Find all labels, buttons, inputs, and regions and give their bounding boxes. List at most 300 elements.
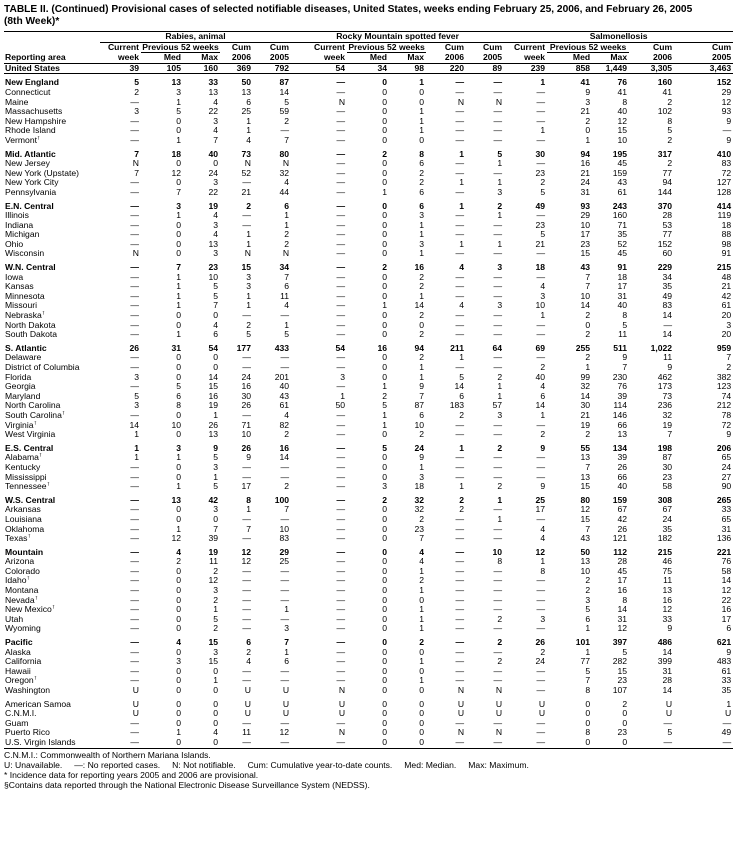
table-row — [4, 169, 733, 179]
value-cell: 0 — [347, 738, 389, 748]
reporting-area-cell: Idaho† — [5, 576, 30, 586]
value-cell: — — [130, 638, 139, 648]
value-cell: 22 — [208, 187, 218, 197]
reporting-area-cell: Iowa — [5, 272, 24, 282]
value-cell: — — [242, 666, 251, 676]
value-cell: 12 — [171, 534, 181, 544]
value-cell: 49 — [535, 201, 546, 211]
footnote-provisional: * Incidence data for reporting years 2005 and 2006 are provisional. — [4, 769, 259, 780]
value-cell: 2 — [585, 116, 591, 126]
value-cell: 0 — [382, 728, 388, 738]
value-cell: — — [455, 524, 465, 534]
value-cell: 9 — [540, 443, 546, 453]
value-cell: 80 — [279, 149, 290, 159]
value-cell: — — [336, 614, 346, 624]
value-cell: 4 — [419, 557, 425, 567]
value-cell: 3 — [176, 443, 181, 453]
value-cell: — — [493, 168, 503, 178]
value-cell: 0 — [592, 738, 629, 748]
value-cell: 3 — [134, 107, 139, 117]
table-row — [4, 373, 733, 383]
value-cell: 8 — [622, 311, 628, 321]
group-header-rabies: Rabies, animal — [100, 32, 291, 43]
value-cell: — — [242, 614, 251, 624]
value-cell: 3 — [540, 614, 546, 624]
year-2005-header: 2005 — [674, 53, 733, 64]
value-cell: 3 — [540, 291, 546, 301]
value-cell: 2 — [134, 87, 139, 97]
value-cell: 0 — [419, 718, 425, 728]
table-row — [4, 401, 733, 411]
table-row — [4, 421, 733, 431]
value-cell: — — [493, 462, 503, 472]
value-cell: — — [455, 638, 465, 648]
value-cell: 2 — [419, 282, 425, 292]
value-cell: 17 — [721, 614, 732, 624]
table-row — [4, 496, 733, 506]
reporting-area-cell: West Virginia — [5, 430, 56, 440]
value-cell: — — [336, 462, 346, 472]
reporting-area-cell: E.N. Central — [5, 201, 54, 211]
value-cell: 0 — [382, 201, 388, 211]
value-cell: 201 — [274, 372, 290, 382]
value-cell: 0 — [176, 718, 181, 728]
value-cell: 24 — [580, 178, 591, 188]
footnote-marker: † — [51, 605, 56, 611]
value-cell: 9 — [540, 482, 546, 492]
value-cell: 6 — [284, 201, 290, 211]
value-cell: 49 — [662, 291, 673, 301]
value-cell: 462 — [657, 372, 673, 382]
med-header: Med — [347, 53, 389, 64]
value-cell: 75 — [662, 566, 673, 576]
value-cell: 32 — [580, 382, 591, 392]
value-cell: 93 — [721, 107, 732, 117]
value-cell: 3 — [213, 505, 218, 515]
value-cell: 69 — [535, 343, 546, 353]
value-cell: 61 — [721, 301, 732, 311]
value-cell: 11 — [618, 330, 628, 340]
value-cell: — — [130, 97, 139, 107]
value-cell: 2 — [382, 263, 388, 273]
value-cell: 14 — [414, 301, 425, 311]
value-cell: — — [455, 168, 465, 178]
value-cell: 1 — [540, 126, 546, 136]
value-cell: U — [338, 699, 346, 709]
value-cell: N — [338, 686, 346, 695]
value-cell: 77 — [580, 657, 591, 667]
value-cell: 114 — [613, 401, 628, 411]
value-cell: — — [536, 97, 546, 107]
value-cell: — — [455, 211, 465, 221]
value-cell: — — [455, 718, 465, 728]
value-cell: 65 — [721, 453, 732, 463]
reporting-area-cell: Connecticut — [5, 87, 51, 97]
value-cell: 0 — [176, 514, 181, 524]
value-cell: 2 — [419, 330, 425, 340]
value-cell: — — [455, 311, 465, 321]
value-cell: 0 — [213, 686, 218, 695]
value-cell: 4 — [459, 263, 465, 273]
value-cell: 1 — [176, 135, 181, 145]
reporting-area-cell: United States — [4, 63, 100, 74]
value-cell: — — [130, 282, 139, 292]
value-cell: 7 — [284, 272, 290, 282]
value-cell: 17 — [535, 505, 546, 515]
value-cell: — — [536, 420, 546, 430]
value-cell: — — [336, 320, 346, 330]
value-cell: — — [536, 159, 546, 169]
value-cell: — — [455, 220, 465, 230]
value-cell: 1 — [419, 126, 425, 136]
value-cell: 28 — [662, 676, 673, 686]
value-cell: 22 — [721, 595, 732, 605]
value-cell: 33 — [208, 78, 218, 88]
value-cell: — — [130, 557, 139, 567]
value-cell: 11 — [280, 291, 290, 301]
value-cell: 0 — [389, 738, 426, 748]
value-cell: 0 — [176, 686, 181, 695]
value-cell: 0 — [183, 738, 220, 748]
value-cell: — — [336, 239, 346, 249]
value-cell: — — [336, 557, 346, 567]
value-cell: 9 — [213, 443, 218, 453]
value-cell: 2 — [382, 495, 388, 505]
value-cell: 2 — [213, 624, 218, 634]
value-cell: 1 — [419, 291, 425, 301]
value-cell: 94 — [662, 178, 673, 188]
value-cell: 0 — [382, 168, 388, 178]
value-cell: 12 — [171, 168, 181, 178]
value-cell: 8 — [246, 495, 251, 505]
value-cell: 0 — [382, 638, 388, 648]
value-cell: — — [455, 657, 465, 667]
value-cell: 1 — [459, 178, 465, 188]
value-cell: 1 — [382, 301, 388, 311]
value-cell: — — [493, 220, 503, 230]
value-cell: 3 — [213, 178, 218, 188]
table-row — [4, 188, 733, 198]
value-cell: 16 — [662, 595, 673, 605]
reporting-area-cell: New Mexico† — [5, 605, 56, 615]
value-cell: 32 — [662, 410, 673, 420]
value-cell: — — [493, 282, 503, 292]
value-cell: 5 — [540, 187, 546, 197]
value-cell: 6 — [540, 391, 546, 401]
value-cell: 39 — [208, 534, 218, 544]
value-cell: 19 — [580, 420, 591, 430]
value-cell: 3 — [382, 482, 388, 492]
value-cell: 1 — [497, 159, 503, 169]
value-cell: 42 — [721, 291, 732, 301]
table-row — [4, 230, 733, 240]
value-cell: — — [130, 614, 139, 624]
value-cell: — — [336, 676, 346, 686]
value-cell: — — [336, 566, 346, 576]
value-cell: 1 — [497, 178, 503, 188]
value-cell: 0 — [382, 272, 388, 282]
value-cell: 11 — [209, 557, 218, 567]
reporting-area-cell: Florida — [5, 372, 32, 382]
value-cell: 0 — [382, 126, 388, 136]
value-cell: 23 — [414, 524, 425, 534]
value-cell: 7 — [667, 430, 673, 440]
value-cell: — — [130, 211, 139, 221]
value-cell: 0 — [176, 116, 181, 126]
value-cell: 0 — [382, 524, 388, 534]
title-line-1: TABLE II. (Continued) Provisional cases of selected notifiable diseases, United States, weeks ending February 25, 2006, and February 26, 2005 — [4, 4, 693, 15]
value-cell: — — [493, 320, 503, 330]
value-cell: 0 — [176, 178, 181, 188]
value-cell: 3 — [134, 372, 139, 382]
reporting-area-cell: Maryland — [5, 391, 41, 401]
value-cell: 1 — [246, 291, 251, 301]
value-cell: 0 — [382, 605, 388, 615]
value-cell: 4 — [419, 547, 425, 557]
table-row — [4, 624, 733, 634]
value-cell: 13 — [580, 453, 591, 463]
value-cell: 2 — [585, 586, 591, 596]
reporting-area-cell: W.S. Central — [5, 495, 56, 505]
value-cell: 67 — [617, 505, 628, 515]
footnote-marker: † — [33, 676, 38, 682]
value-cell: — — [455, 472, 465, 482]
value-cell: 239 — [504, 63, 547, 74]
table-row — [4, 353, 733, 363]
value-cell: 0 — [176, 505, 181, 515]
reporting-area-cell: Louisiana — [5, 514, 42, 524]
value-cell: 0 — [382, 462, 388, 472]
value-cell: 4 — [213, 126, 218, 136]
value-cell: 9 — [246, 453, 251, 463]
reporting-area-cell: U.S. Virgin Islands — [4, 738, 100, 748]
footnote-marker: † — [38, 453, 43, 459]
value-cell: — — [336, 576, 346, 586]
value-cell: — — [455, 676, 465, 686]
value-cell: — — [280, 353, 290, 363]
value-cell: 0 — [382, 320, 388, 330]
value-cell: 13 — [580, 472, 591, 482]
group-header-rmsf: Rocky Mountain spotted fever — [291, 32, 504, 43]
value-cell: 11 — [663, 576, 673, 586]
value-cell: — — [336, 149, 346, 159]
value-cell: 1 — [459, 239, 465, 249]
value-cell: 10 — [414, 420, 425, 430]
value-cell: 16 — [721, 605, 732, 615]
value-cell: 23 — [617, 728, 628, 738]
value-cell: 21 — [535, 239, 546, 249]
value-cell: 78 — [721, 410, 732, 420]
value-cell: — — [336, 534, 346, 544]
value-cell: 1 — [726, 699, 732, 709]
value-cell: 2 — [284, 239, 290, 249]
table-row — [4, 586, 733, 596]
value-cell: 160 — [657, 78, 673, 88]
year-2006-header: 2006 — [426, 53, 466, 64]
value-cell: 134 — [612, 443, 628, 453]
value-cell: 16 — [414, 263, 425, 273]
value-cell: 0 — [176, 666, 181, 676]
value-cell: — — [336, 282, 346, 292]
value-cell: 0 — [419, 135, 425, 145]
value-cell: — — [280, 472, 290, 482]
value-cell: 215 — [716, 263, 732, 273]
table-row — [4, 249, 733, 259]
value-cell: — — [130, 524, 139, 534]
value-cell: 30 — [535, 149, 546, 159]
value-cell: 8 — [585, 728, 591, 738]
value-cell: 0 — [213, 514, 218, 524]
value-cell: 160 — [183, 63, 220, 74]
value-cell: 35 — [617, 230, 628, 240]
value-cell: — — [280, 595, 290, 605]
value-cell: 0 — [213, 159, 218, 169]
value-cell: 15 — [208, 657, 218, 667]
value-cell: 128 — [716, 187, 732, 197]
table-row — [4, 311, 733, 321]
value-cell: — — [493, 135, 503, 145]
value-cell: 2 — [585, 311, 591, 321]
value-cell: U — [338, 709, 346, 719]
value-cell: 2 — [459, 410, 465, 420]
value-cell: 3,305 — [629, 63, 674, 74]
table-row — [4, 596, 733, 606]
table-row — [4, 211, 733, 221]
value-cell: 15 — [580, 514, 591, 524]
value-cell: 4 — [176, 638, 181, 648]
table-row — [4, 263, 733, 273]
value-cell: 5 — [213, 614, 218, 624]
value-cell: 152 — [657, 239, 673, 249]
reporting-area-cell: North Carolina — [5, 401, 61, 411]
header-blank — [4, 42, 100, 53]
value-cell: — — [629, 738, 674, 748]
value-cell: 65 — [721, 514, 732, 524]
reporting-area-cell: Alaska — [5, 647, 31, 657]
value-cell: 3 — [213, 462, 218, 472]
value-cell: — — [130, 728, 139, 738]
value-cell: 50 — [241, 78, 251, 88]
value-cell: 2 — [382, 149, 388, 159]
reporting-area-cell: C.N.M.I. — [5, 709, 37, 719]
value-cell: 3 — [419, 211, 425, 221]
value-cell: 17 — [580, 230, 591, 240]
value-cell: 24 — [662, 514, 673, 524]
value-cell: 2 — [419, 430, 425, 440]
value-cell: 44 — [279, 187, 290, 197]
table-row — [4, 78, 733, 88]
value-cell: 0 — [547, 738, 592, 748]
value-cell: 0 — [622, 709, 628, 719]
value-cell: 45 — [617, 159, 628, 169]
value-cell: 152 — [716, 78, 732, 88]
value-cell: 16 — [580, 159, 591, 169]
value-cell: — — [336, 116, 346, 126]
value-cell: U — [724, 709, 732, 719]
value-cell: 0 — [419, 728, 425, 738]
value-cell: 89 — [466, 63, 504, 74]
value-cell: 0 — [176, 709, 181, 719]
value-cell: 19 — [208, 201, 218, 211]
value-cell: 1 — [540, 557, 546, 567]
value-cell: — — [130, 291, 139, 301]
value-cell: 14 — [580, 301, 591, 311]
value-cell: — — [336, 586, 346, 596]
value-cell: 0 — [213, 353, 218, 363]
value-cell: 14 — [129, 420, 139, 430]
value-cell: 13 — [241, 87, 251, 97]
footnote-marker: † — [27, 534, 31, 540]
value-cell: — — [493, 126, 503, 136]
value-cell: — — [130, 624, 139, 634]
value-cell: 15 — [617, 126, 628, 136]
table-row — [4, 605, 733, 615]
reporting-area-cell: Guam — [5, 718, 29, 728]
value-cell: 107 — [612, 686, 628, 695]
value-cell: 19 — [662, 420, 673, 430]
value-cell: — — [455, 534, 465, 544]
value-cell: — — [536, 624, 546, 634]
value-cell: — — [336, 624, 346, 634]
value-cell: 2 — [246, 201, 251, 211]
value-cell: 61 — [721, 666, 732, 676]
value-cell: 31 — [617, 291, 628, 301]
value-cell: — — [336, 263, 346, 273]
value-cell: — — [336, 605, 346, 615]
value-cell: 123 — [716, 382, 732, 392]
value-cell: 7 — [419, 391, 425, 401]
value-cell: 88 — [721, 230, 732, 240]
value-cell: 10 — [492, 547, 503, 557]
value-cell: 58 — [721, 566, 732, 576]
value-cell: 105 — [141, 63, 183, 74]
value-cell: 0 — [382, 595, 388, 605]
value-cell: 31 — [662, 666, 673, 676]
value-cell: — — [426, 738, 466, 748]
value-cell: 1 — [419, 78, 425, 88]
value-cell: 41 — [662, 87, 673, 97]
value-cell: — — [455, 624, 465, 634]
value-cell: 10 — [171, 420, 181, 430]
value-cell: 7 — [246, 524, 251, 534]
value-cell: 40 — [535, 372, 546, 382]
table-row — [4, 363, 733, 373]
value-cell: 1 — [213, 472, 218, 482]
value-cell: — — [493, 249, 503, 259]
value-cell: 5 — [213, 291, 218, 301]
value-cell: 14 — [662, 330, 673, 340]
value-cell: — — [336, 249, 346, 259]
value-cell: — — [455, 230, 465, 240]
table-row — [4, 676, 733, 686]
value-cell: — — [130, 311, 139, 321]
footnote-marker: † — [26, 576, 30, 582]
table-row — [4, 282, 733, 292]
value-cell: 13 — [208, 239, 218, 249]
value-cell: 1 — [246, 230, 251, 240]
value-cell: 15 — [208, 638, 218, 648]
value-cell: — — [336, 595, 346, 605]
value-cell: — — [242, 534, 251, 544]
value-cell: — — [130, 220, 139, 230]
value-cell: 26 — [617, 524, 628, 534]
value-cell: 30 — [662, 462, 673, 472]
value-cell: 17 — [617, 282, 628, 292]
value-cell: 0 — [382, 586, 388, 596]
value-cell: 3,463 — [674, 63, 733, 74]
value-cell: — — [130, 647, 139, 657]
value-cell: 41 — [580, 78, 591, 88]
